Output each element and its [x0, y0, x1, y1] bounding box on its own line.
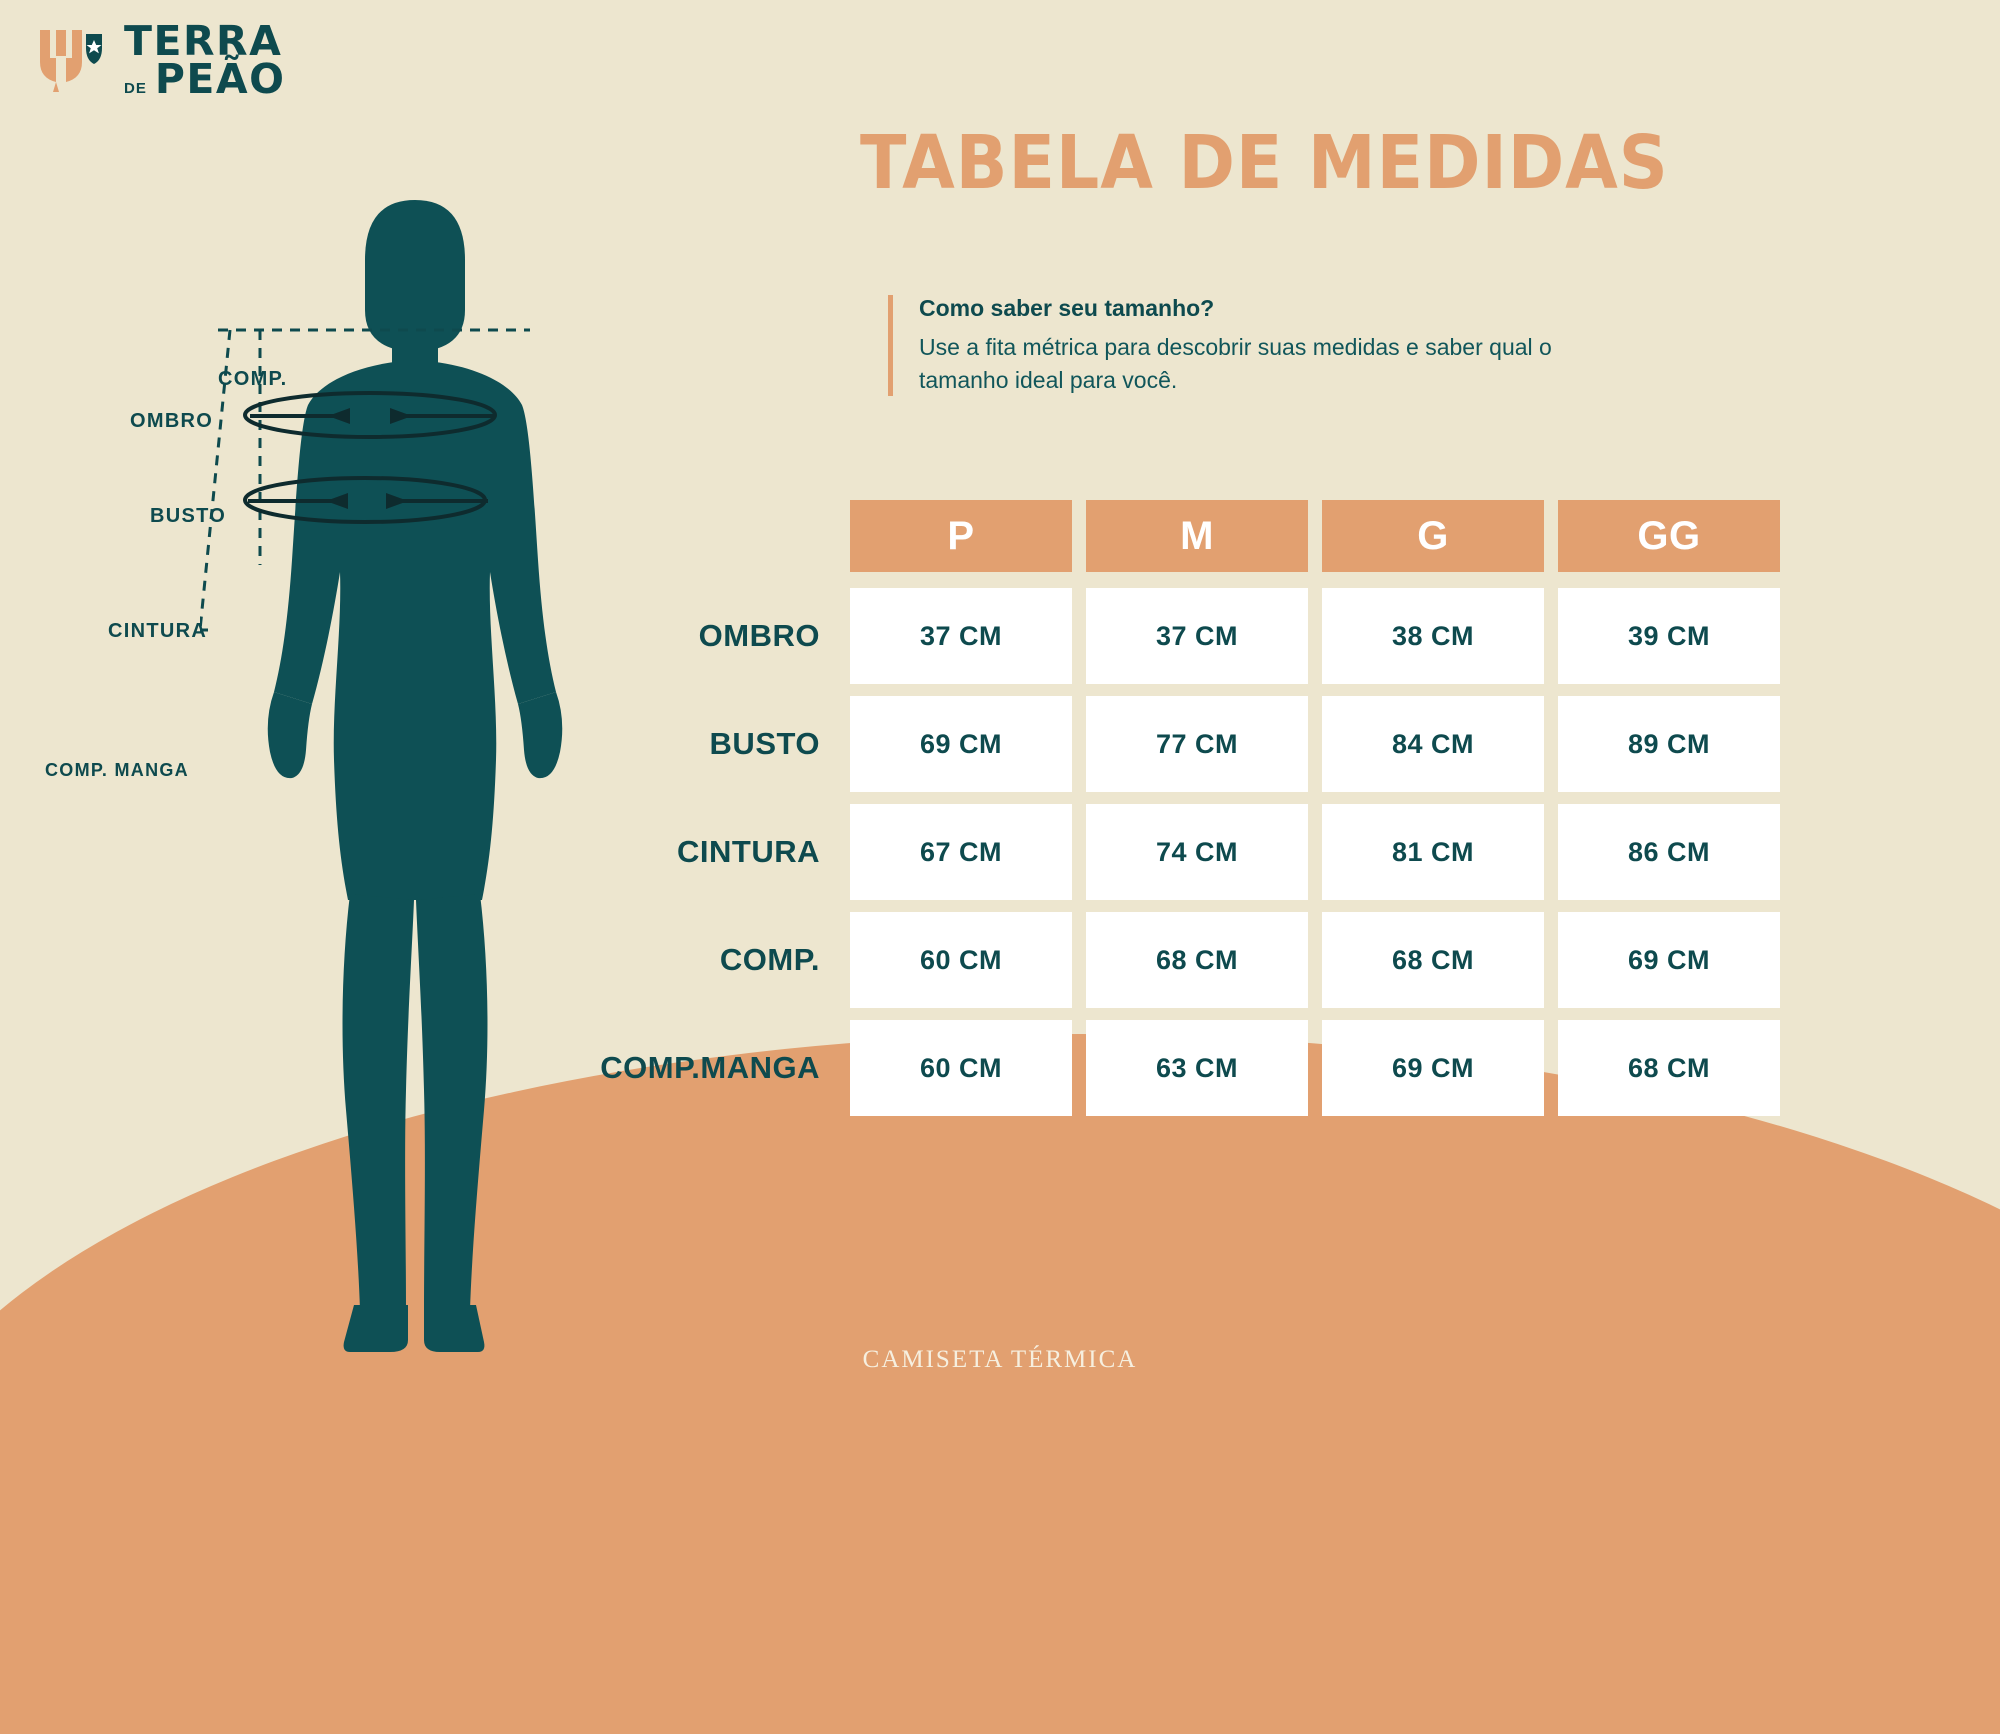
cell-cintura-gg: 86 CM: [1558, 804, 1780, 900]
cell-comp-manga-p: 60 CM: [850, 1020, 1072, 1116]
page-title: TABELA DE MEDIDAS: [860, 120, 1669, 206]
figure-label-comp-manga: COMP. MANGA: [45, 760, 189, 780]
cell-comp-m: 68 CM: [1086, 912, 1308, 1008]
brand-de: DE: [124, 80, 147, 98]
table-header-row: [500, 500, 1794, 572]
brand-line-2: PEÃO: [154, 55, 286, 104]
figure-label-comp: COMP.: [218, 368, 288, 390]
cell-ombro-m: 37 CM: [1086, 588, 1308, 684]
row-label-busto: BUSTO: [709, 726, 820, 761]
cell-comp-manga-g: 69 CM: [1322, 1020, 1544, 1116]
terra-de-peao-logo-icon: [36, 26, 108, 94]
table-corner-cell: [500, 500, 850, 572]
cell-busto-gg: 89 CM: [1558, 696, 1780, 792]
size-header-p: P: [850, 500, 1072, 572]
cell-comp-manga-m: 63 CM: [1086, 1020, 1308, 1116]
size-header-gg: GG: [1558, 500, 1780, 572]
cell-cintura-g: 81 CM: [1322, 804, 1544, 900]
table-row: [500, 804, 1794, 900]
table-row: [500, 588, 1794, 684]
howto-title: Como saber seu tamanho?: [919, 295, 1215, 321]
table-row: [500, 912, 1794, 1008]
cell-ombro-p: 37 CM: [850, 588, 1072, 684]
howto-body: Use a fita métrica para descobrir suas medidas e saber qual o tamanho ideal para você.: [919, 334, 1552, 393]
table-row: [500, 696, 1794, 792]
brand-line-1: TERRA: [124, 17, 283, 65]
row-label-ombro: OMBRO: [698, 618, 820, 653]
figure-label-busto: BUSTO: [150, 505, 227, 527]
size-header-g: G: [1322, 500, 1544, 572]
table-row: [500, 1020, 1794, 1116]
cell-cintura-p: 67 CM: [850, 804, 1072, 900]
cell-comp-manga-gg: 68 CM: [1558, 1020, 1780, 1116]
brand-logo-text: [124, 17, 286, 104]
cell-comp-p: 60 CM: [850, 912, 1072, 1008]
cell-ombro-g: 38 CM: [1322, 588, 1544, 684]
cell-busto-m: 77 CM: [1086, 696, 1308, 792]
howto-block: [888, 295, 1619, 396]
row-label-comp: COMP.: [719, 942, 820, 977]
row-label-cintura: CINTURA: [677, 834, 820, 869]
cell-cintura-m: 74 CM: [1086, 804, 1308, 900]
size-chart-table: [500, 500, 1794, 1128]
cell-busto-g: 84 CM: [1322, 696, 1544, 792]
cell-comp-g: 68 CM: [1322, 912, 1544, 1008]
brand-logo: [36, 17, 286, 104]
footer-product-name: CAMISETA TÉRMICA: [862, 1346, 1138, 1373]
size-header-m: M: [1086, 500, 1308, 572]
cell-busto-p: 69 CM: [850, 696, 1072, 792]
cell-ombro-gg: 39 CM: [1558, 588, 1780, 684]
figure-label-ombro: OMBRO: [130, 410, 214, 432]
cell-comp-gg: 69 CM: [1558, 912, 1780, 1008]
row-label-comp-manga: COMP.MANGA: [600, 1050, 820, 1085]
figure-label-cintura: CINTURA: [108, 620, 208, 642]
